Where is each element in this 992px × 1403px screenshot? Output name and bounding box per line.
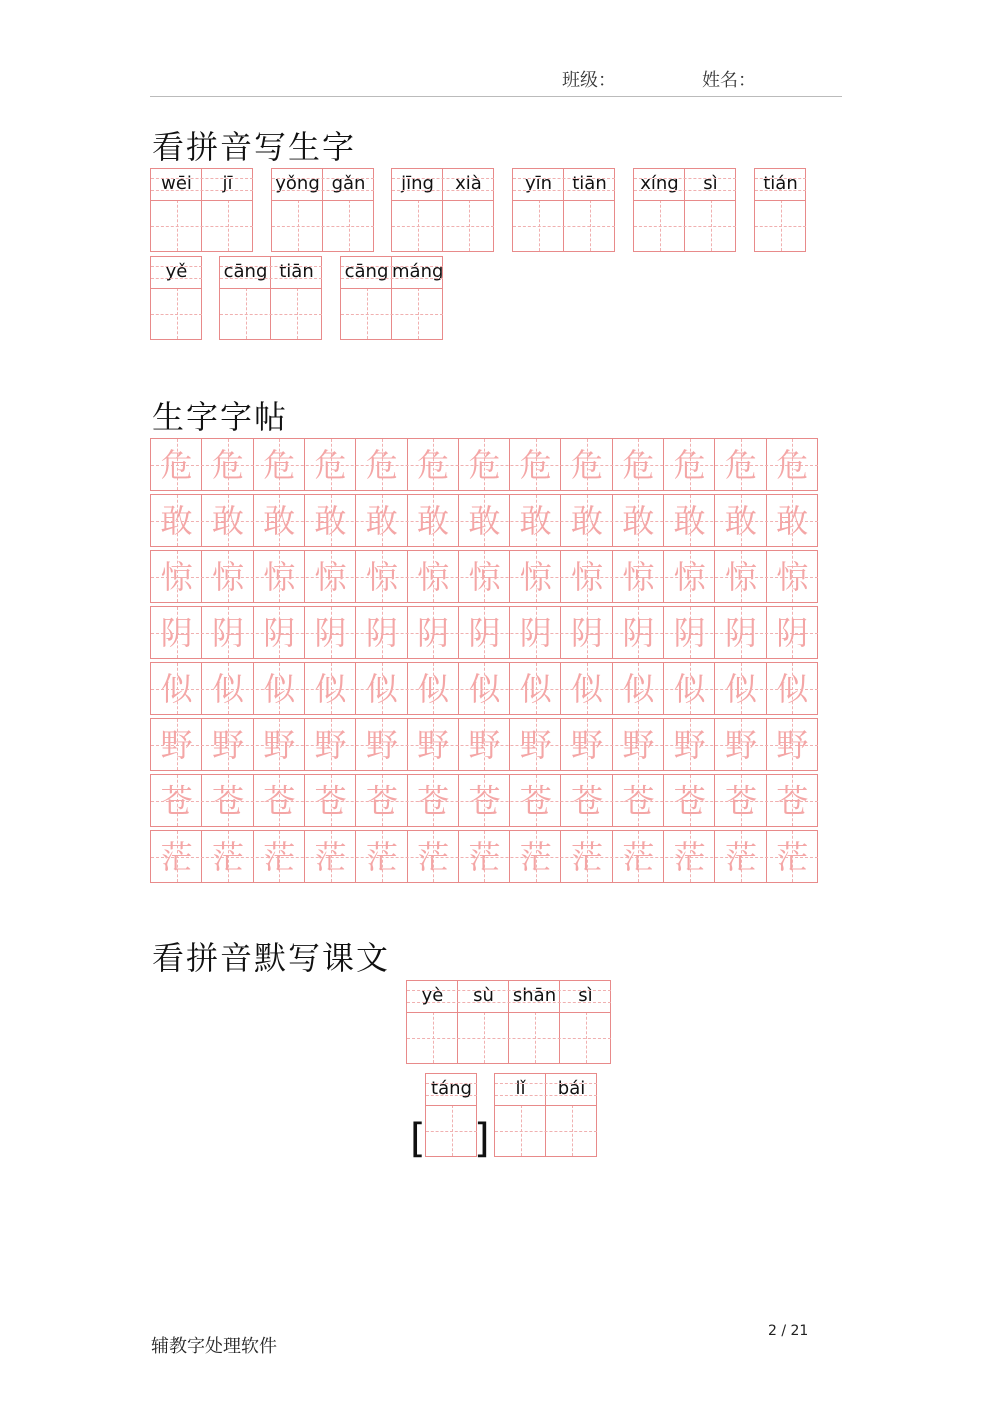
trace-character: 惊 — [263, 558, 296, 596]
pinyin-syllable: jī — [222, 173, 233, 194]
trace-character: 茫 — [724, 838, 757, 876]
guide-line — [634, 226, 736, 227]
header-divider — [150, 96, 842, 97]
guide-line — [151, 689, 818, 690]
trace-character: 敢 — [160, 502, 193, 540]
trace-character: 惊 — [314, 558, 347, 596]
pinyin-group — [340, 256, 443, 340]
guide-line — [426, 1083, 477, 1084]
trace-character: 似 — [724, 670, 757, 708]
guide-line — [272, 190, 374, 191]
pinyin-baseline — [392, 200, 494, 201]
bracket-open: [ — [410, 1116, 426, 1162]
guide-line — [272, 178, 374, 179]
trace-character: 阴 — [160, 614, 193, 652]
trace-character: 敢 — [673, 502, 706, 540]
trace-character: 苍 — [314, 782, 347, 820]
guide-line — [513, 178, 615, 179]
trace-character: 敢 — [776, 502, 809, 540]
trace-character: 似 — [211, 670, 244, 708]
cell-divider — [559, 981, 560, 1063]
trace-character: 危 — [365, 446, 398, 484]
trace-character: 惊 — [776, 558, 809, 596]
pinyin-syllable: cāng — [223, 261, 268, 282]
trace-character: 似 — [622, 670, 655, 708]
cell-divider — [270, 257, 271, 339]
cell-divider — [201, 169, 202, 251]
pinyin-syllable: gǎn — [331, 173, 366, 194]
pinyin-syllable: cāng — [344, 261, 389, 282]
trace-character: 敢 — [724, 502, 757, 540]
pinyin-syllable: táng — [431, 1078, 472, 1099]
section-title-copybook: 生字字帖 — [152, 398, 289, 436]
trace-character: 野 — [519, 726, 552, 764]
trace-character: 阴 — [622, 614, 655, 652]
trace-character: 惊 — [211, 558, 244, 596]
trace-character: 惊 — [468, 558, 501, 596]
guide-line — [151, 266, 202, 267]
pinyin-group — [219, 256, 322, 340]
pinyin-syllable: sì — [578, 985, 593, 1006]
trace-character: 危 — [314, 446, 347, 484]
pinyin-syllable: jīng — [401, 173, 434, 194]
cell-divider — [684, 169, 685, 251]
guide-line — [755, 190, 806, 191]
trace-character: 茫 — [160, 838, 193, 876]
section-title-pinyin-write: 看拼音写生字 — [152, 128, 357, 166]
guide-line — [755, 226, 806, 227]
pinyin-syllable: shān — [512, 985, 557, 1006]
pinyin-syllable: tiān — [572, 173, 607, 194]
guide-line — [426, 1095, 477, 1096]
trace-character: 苍 — [673, 782, 706, 820]
footer-software-name: 辅教字处理软件 — [151, 1336, 277, 1357]
trace-character: 野 — [314, 726, 347, 764]
trace-character: 危 — [571, 446, 604, 484]
trace-character: 惊 — [724, 558, 757, 596]
trace-character: 野 — [468, 726, 501, 764]
pinyin-syllable: sì — [703, 173, 718, 194]
cell-divider — [391, 257, 392, 339]
pinyin-group — [406, 980, 611, 1064]
guide-line — [341, 266, 443, 267]
trace-character: 敢 — [417, 502, 450, 540]
pinyin-group — [150, 256, 202, 340]
guide-line — [495, 1083, 597, 1084]
copybook-row — [150, 662, 818, 715]
guide-line — [341, 314, 443, 315]
guide-line — [151, 521, 818, 522]
class-label: 班级： — [562, 70, 616, 91]
trace-character: 危 — [519, 446, 552, 484]
pinyin-syllable: lǐ — [515, 1078, 526, 1099]
trace-character: 阴 — [673, 614, 706, 652]
pinyin-baseline — [341, 288, 443, 289]
pinyin-syllable: tián — [763, 173, 798, 194]
guide-line — [513, 226, 615, 227]
guide-line — [151, 465, 818, 466]
pinyin-baseline — [151, 288, 202, 289]
pinyin-syllable: yè — [421, 985, 444, 1006]
guide-line — [272, 226, 374, 227]
trace-character: 苍 — [724, 782, 757, 820]
trace-character: 敢 — [314, 502, 347, 540]
trace-character: 茫 — [314, 838, 347, 876]
trace-character: 野 — [365, 726, 398, 764]
pinyin-syllable: sù — [473, 985, 494, 1006]
trace-character: 野 — [571, 726, 604, 764]
pinyin-baseline — [407, 1012, 611, 1013]
trace-character: 阴 — [776, 614, 809, 652]
cell-divider — [457, 981, 458, 1063]
trace-character: 阴 — [417, 614, 450, 652]
trace-character: 敢 — [622, 502, 655, 540]
trace-character: 苍 — [776, 782, 809, 820]
trace-character: 野 — [622, 726, 655, 764]
trace-character: 危 — [160, 446, 193, 484]
pinyin-syllable: máng — [392, 261, 444, 282]
trace-character: 惊 — [673, 558, 706, 596]
pinyin-baseline — [755, 200, 806, 201]
guide-line — [513, 190, 615, 191]
pinyin-baseline — [426, 1105, 477, 1106]
trace-character: 敢 — [571, 502, 604, 540]
guide-line — [151, 314, 202, 315]
trace-character: 苍 — [468, 782, 501, 820]
section-title-dictation: 看拼音默写课文 — [152, 939, 391, 977]
guide-line — [151, 745, 818, 746]
trace-character: 野 — [160, 726, 193, 764]
guide-line — [495, 1131, 597, 1132]
pinyin-baseline — [513, 200, 615, 201]
guide-line — [220, 278, 322, 279]
trace-character: 茫 — [519, 838, 552, 876]
pinyin-syllable: tiān — [279, 261, 314, 282]
cell-divider — [508, 981, 509, 1063]
trace-character: 似 — [160, 670, 193, 708]
trace-character: 野 — [724, 726, 757, 764]
guide-line — [495, 1095, 597, 1096]
trace-character: 阴 — [724, 614, 757, 652]
pinyin-syllable: bái — [557, 1078, 586, 1099]
pinyin-baseline — [220, 288, 322, 289]
guide-line — [341, 278, 443, 279]
copybook-row — [150, 494, 818, 547]
trace-character: 阴 — [211, 614, 244, 652]
guide-line — [407, 1038, 611, 1039]
trace-character: 茫 — [673, 838, 706, 876]
copybook-row — [150, 830, 818, 883]
guide-line — [392, 226, 494, 227]
pinyin-syllable: xià — [455, 173, 482, 194]
bracket-close: ] — [474, 1116, 490, 1162]
guide-line — [151, 278, 202, 279]
copybook-row — [150, 718, 818, 771]
cell-divider — [442, 169, 443, 251]
trace-character: 苍 — [519, 782, 552, 820]
trace-character: 惊 — [519, 558, 552, 596]
trace-character: 苍 — [365, 782, 398, 820]
copybook-row — [150, 606, 818, 659]
trace-character: 危 — [263, 446, 296, 484]
guide-line — [151, 857, 818, 858]
trace-character: 茫 — [468, 838, 501, 876]
trace-character: 茫 — [417, 838, 450, 876]
trace-character: 危 — [211, 446, 244, 484]
trace-character: 阴 — [468, 614, 501, 652]
guide-line — [426, 1131, 477, 1132]
pinyin-syllable: xíng — [640, 173, 679, 194]
trace-character: 阴 — [263, 614, 296, 652]
trace-character: 敢 — [263, 502, 296, 540]
pinyin-syllable: yīn — [524, 173, 553, 194]
trace-character: 苍 — [571, 782, 604, 820]
guide-line — [151, 633, 818, 634]
guide-line — [220, 266, 322, 267]
trace-character: 阴 — [314, 614, 347, 652]
pinyin-baseline — [495, 1105, 597, 1106]
trace-character: 茫 — [211, 838, 244, 876]
guide-line — [151, 577, 818, 578]
pinyin-group — [633, 168, 736, 252]
trace-character: 惊 — [571, 558, 604, 596]
pinyin-group — [754, 168, 806, 252]
trace-character: 苍 — [622, 782, 655, 820]
guide-line — [407, 990, 611, 991]
trace-character: 野 — [673, 726, 706, 764]
trace-character: 危 — [724, 446, 757, 484]
trace-character: 危 — [622, 446, 655, 484]
trace-character: 茫 — [571, 838, 604, 876]
guide-line — [634, 178, 736, 179]
trace-character: 似 — [519, 670, 552, 708]
copybook-row — [150, 550, 818, 603]
guide-line — [755, 178, 806, 179]
guide-line — [392, 178, 494, 179]
cell-divider — [563, 169, 564, 251]
pinyin-syllable: yě — [165, 261, 188, 282]
guide-line — [407, 1002, 611, 1003]
trace-character: 危 — [673, 446, 706, 484]
pinyin-baseline — [272, 200, 374, 201]
trace-character: 阴 — [365, 614, 398, 652]
trace-character: 茫 — [263, 838, 296, 876]
pinyin-syllable: wēi — [161, 173, 192, 194]
trace-character: 敢 — [468, 502, 501, 540]
trace-character: 苍 — [263, 782, 296, 820]
trace-character: 危 — [417, 446, 450, 484]
guide-line — [634, 190, 736, 191]
guide-line — [392, 190, 494, 191]
trace-character: 似 — [571, 670, 604, 708]
trace-character: 惊 — [160, 558, 193, 596]
guide-line — [151, 190, 253, 191]
trace-character: 苍 — [160, 782, 193, 820]
trace-character: 惊 — [417, 558, 450, 596]
trace-character: 野 — [263, 726, 296, 764]
trace-character: 似 — [263, 670, 296, 708]
trace-character: 苍 — [417, 782, 450, 820]
trace-character: 似 — [776, 670, 809, 708]
trace-character: 危 — [468, 446, 501, 484]
pinyin-baseline — [151, 200, 253, 201]
pinyin-syllable: yǒng — [275, 173, 320, 194]
trace-character: 茫 — [622, 838, 655, 876]
trace-character: 危 — [776, 446, 809, 484]
guide-line — [151, 178, 253, 179]
trace-character: 似 — [417, 670, 450, 708]
cell-divider — [322, 169, 323, 251]
trace-character: 茫 — [776, 838, 809, 876]
copybook-row — [150, 774, 818, 827]
trace-character: 阴 — [519, 614, 552, 652]
trace-character: 惊 — [622, 558, 655, 596]
pinyin-group — [150, 168, 253, 252]
pinyin-group — [271, 168, 374, 252]
trace-character: 似 — [314, 670, 347, 708]
trace-character: 苍 — [211, 782, 244, 820]
trace-character: 野 — [211, 726, 244, 764]
trace-character: 野 — [417, 726, 450, 764]
pinyin-group — [425, 1073, 477, 1157]
page-number: 2 / 21 — [768, 1323, 809, 1339]
trace-character: 似 — [365, 670, 398, 708]
copybook-row — [150, 438, 818, 491]
guide-line — [151, 801, 818, 802]
trace-character: 敢 — [365, 502, 398, 540]
trace-character: 敢 — [519, 502, 552, 540]
pinyin-group — [391, 168, 494, 252]
trace-character: 阴 — [571, 614, 604, 652]
pinyin-group — [494, 1073, 597, 1157]
guide-line — [220, 314, 322, 315]
pinyin-baseline — [634, 200, 736, 201]
trace-character: 野 — [776, 726, 809, 764]
trace-character: 茫 — [365, 838, 398, 876]
trace-character: 似 — [673, 670, 706, 708]
trace-character: 似 — [468, 670, 501, 708]
name-label: 姓名： — [702, 70, 756, 91]
trace-character: 敢 — [211, 502, 244, 540]
guide-line — [151, 226, 253, 227]
cell-divider — [545, 1074, 546, 1156]
trace-character: 惊 — [365, 558, 398, 596]
pinyin-group — [512, 168, 615, 252]
